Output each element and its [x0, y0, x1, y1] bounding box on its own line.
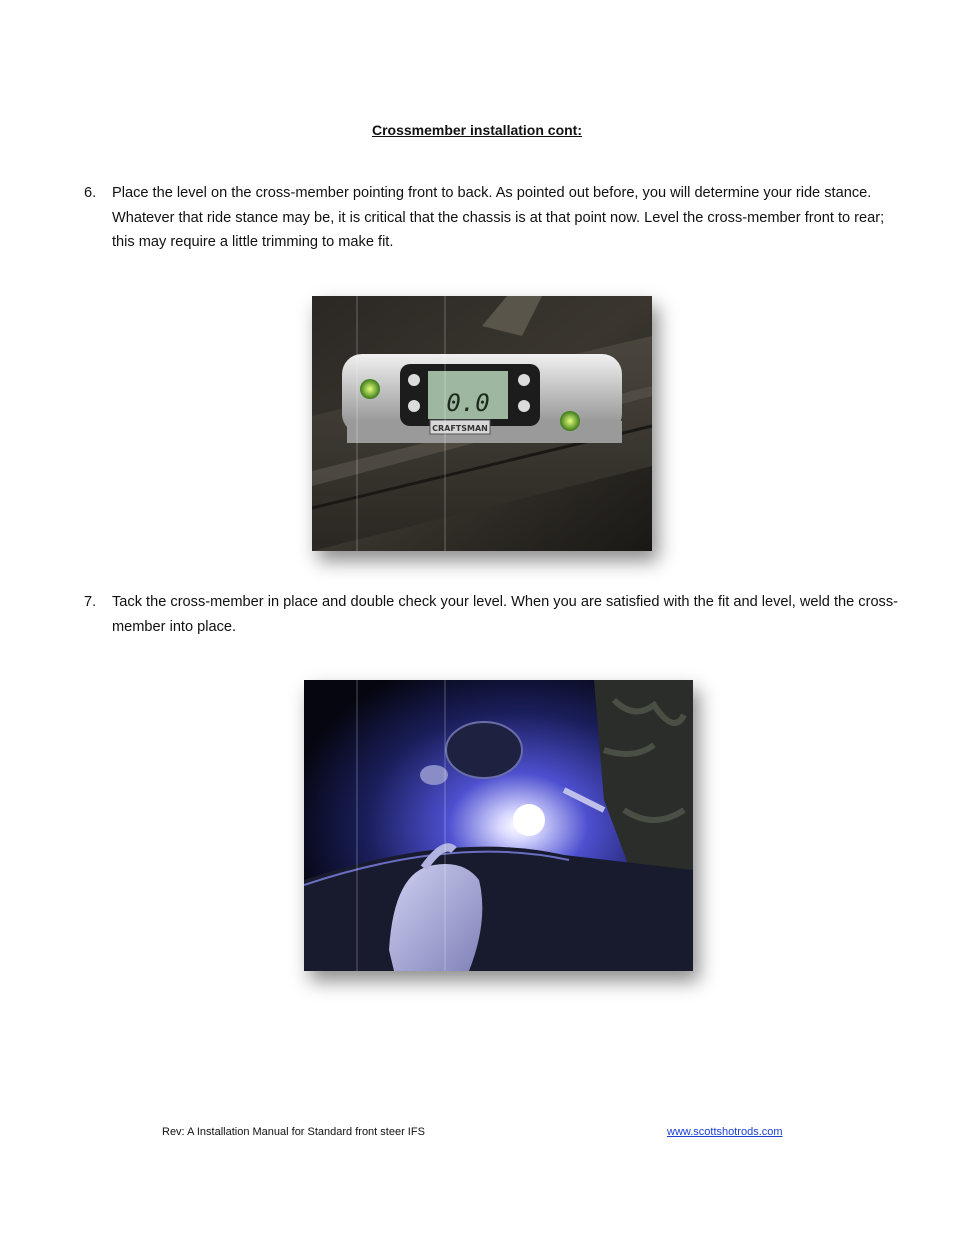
digital-level-photo [312, 296, 652, 551]
footer-website-link[interactable]: www.scottshotrods.com [667, 1126, 783, 1138]
step-text: Place the level on the cross-member pointing front to back. As pointed out before, you will determine your ride stance. Whatever that ride stance may be, it is critical that the chassis is at that point now. Level the cross-member front to rear; this may require a little trimming to make fit. [112, 185, 885, 250]
step-7 [84, 590, 899, 639]
step-number: 6. [84, 185, 97, 201]
step-text: Tack the cross-member in place and double check your level. When you are satisfied with the fit and level, weld the cross-member into place. [112, 594, 899, 635]
step-number: 7. [84, 594, 97, 610]
brand-label: CRAFTSMAN [432, 424, 488, 433]
step-6 [84, 181, 899, 255]
page-title: Crossmember installation cont: [371, 122, 583, 138]
welding-photo [304, 680, 693, 971]
level-readout: 0.0 [446, 389, 490, 417]
footer-revision: Rev: A Installation Manual for Standard front steer IFS [162, 1126, 425, 1138]
